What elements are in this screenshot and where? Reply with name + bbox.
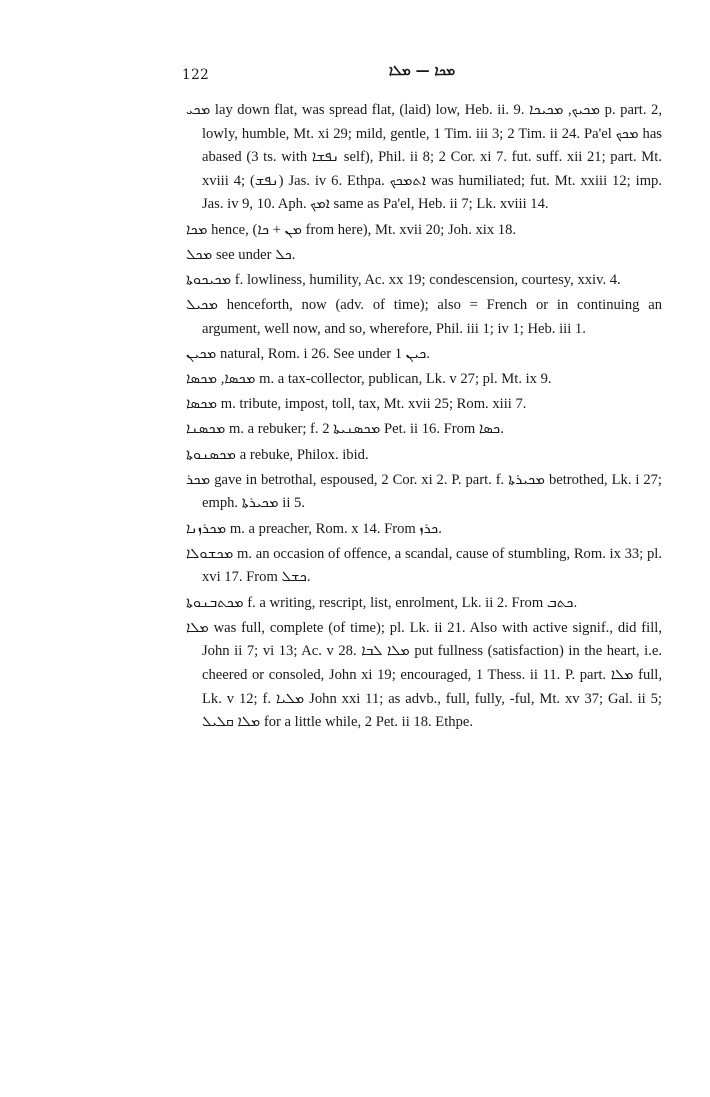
entry-line: From ܟܬܒ. [511,594,578,611]
entry-line: ܡܟܝܟܐ p. part. 2, lowly, humble, Mt. xi 29; mild, gentle, 1 Tim. [202,102,662,142]
entry-line: iv 6. Ethpa. ܐܬܡܟܟ was humiliated; fut. Mt. xxiii 12; imp. [314,172,662,189]
entry-line: ܡܟܪܙܢܐ m. a preacher, Rom. x 14. From ܟܪܙ. [186,520,442,537]
entry-line: ܡܠܐ was full, complete (of time); pl. Lk. ii 21. Also with active [186,619,568,636]
entry-line: Gal. ii 5; ܡܠܐ ܩܠܝܠ for a little while, 2 Pet. ii 18. Ethpe. [202,690,662,731]
dictionary-entry [186,219,662,243]
entry-line: Phil. ii 8; 2 Cor. xi 7. fut. suff. xii 21; part. Mt. xviii 4; (ܢܦܫ) Jas. [202,149,662,189]
dictionary-entries [186,99,662,736]
entry-line: iv 1; Heb. iii 1. [497,320,586,337]
entry-line: ܡܟܝ lay down flat, was spread flat, (laid) low, Heb. ii. 9. ܡܟܝܟ, [186,102,601,118]
dictionary-entry [186,444,662,468]
entry-line: fullness (satisfaction) in the heart, i.e. cheered or consoled, John [202,643,663,683]
entry-line: ܡܟܠ see under ܟܠ. [186,246,296,263]
entry-line: betrothed, Lk. i 27; emph. ܡܟܝܪܬܐ ii 5. [202,471,662,512]
entry-line: ܡܟܝܢ natural, Rom. i 26. See under ܟܝܢ 1. [186,345,430,362]
entry-line: xxiv. 4. [577,271,621,288]
entry-line: ܡܟܫܘܠܐ m. an occasion of offence, a scandal, cause of stumbling, [186,545,571,562]
entry-line: ܡܟܐ hence, (ܡܢ + ܟܐ from here), Mt. xvii 20; Joh. xix 18. [186,221,517,238]
dictionary-entry [186,294,662,341]
running-title: ܡܟܐ — ܡܠܐ [388,63,456,79]
entry-line: ܡܟܬܒܢܘܬܐ f. a writing, rescript, list, enrolment, Lk. ii 2. [186,594,508,611]
dictionary-entry [186,418,662,442]
dictionary-entry [186,469,662,516]
entry-line: xi 19; encouraged, 1 Thess. ii 11. P. part. ܡܠܐ full, Lk. v 12; [202,666,662,707]
dictionary-entry [186,518,662,542]
dictionary-entry [186,269,662,293]
entry-line: ܡܟܝܟܘܬܐ f. lowliness, humility, Ac. xx 19; condescension, courtesy, [186,271,574,288]
entry-line: ܡܟܝܠ henceforth, now (adv. of time); also = French or in [186,297,569,314]
entry-line: ܡܟܣܐ, ܡܟܣܐ m. a tax-collector, publican, Lk. v 27; pl. Mt. ix 9. [186,371,552,388]
dictionary-entry [186,99,662,217]
dictionary-entry [186,343,662,367]
dictionary-entry [186,244,662,268]
entry-line: f. ܡܠܝܐ John xxi 11; as advb., full, fully, -ful, Mt. xv 37; [262,690,604,707]
entry-line: ܡܟܣܢܘܬܐ a rebuke, Philox. ibid. [186,446,369,463]
entry-line: Rom. ix 33; pl. xvi 17. From ܟܫܠ. [202,545,662,586]
entry-line: continuing an argument, well now, and so, wherefore, Phil. iii 1; [202,297,662,337]
entry-line: Jas. iv 9, 10. Aph. ܐܡܟ same as Pa'el, Heb. ii 7; Lk. xviii 14. [202,196,549,213]
running-head [182,63,660,89]
dictionary-entry [186,393,662,417]
dictionary-entry [186,592,662,616]
dictionary-entry [186,617,662,735]
entry-line: iii 3; 2 Tim. ii 24. Pa'el ܡܟܟ has abased (3 ts. with ܢܦܫܐ self), [202,125,662,166]
entry-line: signif., did fill, John ii 7; vi 13; Ac. v 28. ܡܠܐ ܠܒܐ put [202,619,662,660]
dictionary-entry [186,368,662,392]
entry-line: ܡܟܣܢܐ m. a rebuker; f. ܡܟܣܢܝܬܐ 2 Pet. ii 16. From ܟܣܐ. [186,421,504,438]
entry-line: ܡܟܪ gave in betrothal, espoused, 2 Cor. xi 2. P. part. f. ܡܟܝܪܬܐ [186,471,546,488]
dictionary-entry [186,543,662,590]
page-number: 122 [182,67,210,83]
entry-line: ܡܟܣܐ m. tribute, impost, toll, tax, Mt. xvii 25; Rom. xiii 7. [186,396,527,413]
